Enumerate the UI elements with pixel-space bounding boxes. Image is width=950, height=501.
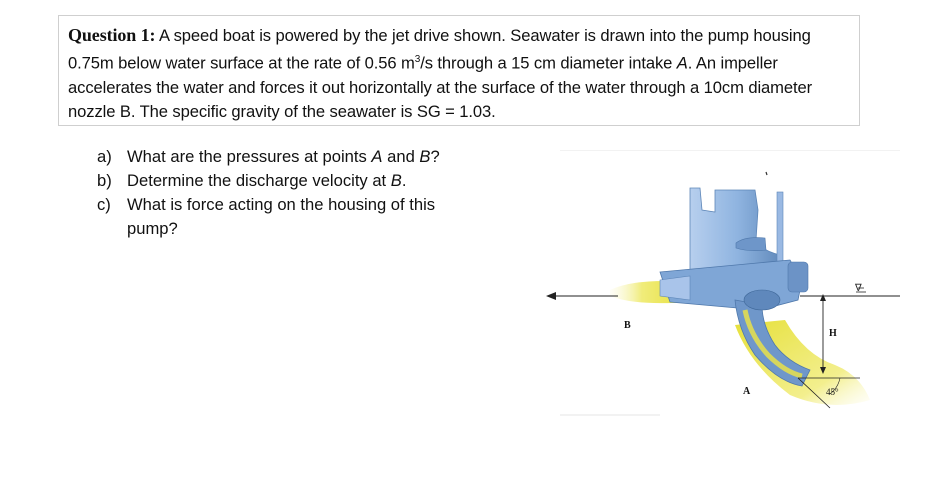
rear-cylinder [788,262,808,292]
part-a-text-1: What are the pressures at points [127,147,372,166]
question-body-1: A speed boat is powered by the jet drive shown. Seawater is drawn into the pump housing 0.75m below water surface at the rate of 0.56 m [68,26,811,73]
part-a-text-2: and [382,147,420,166]
post-tick [766,172,767,175]
part-b-point-b: B [390,171,402,190]
question-intake-point: A [676,53,688,73]
label-b: B [624,320,631,331]
part-a-text-3: ? [430,147,440,166]
part-b [97,169,477,193]
part-a-point-b: B [419,147,431,166]
part-c [97,193,477,241]
discharge-arrow-head [546,292,556,300]
part-c-text-1: What is force acting on the housing of this pump? [127,195,436,238]
h-arrow-top [820,294,826,301]
question-box [58,15,860,126]
part-a-letter: a) [97,147,112,166]
question-body-3: . An impeller accelerates the water and forces it out horizontally at the surface of the water through a 10cm diameter nozzle B. The specific gravity of the seawater is SG = 1.03. [68,53,813,121]
question-label: Question 1: [68,25,156,45]
question-parts-list [97,145,477,241]
part-b-text-1: Determine the discharge velocity at [127,171,391,190]
part-a [97,145,477,169]
part-b-letter: b) [97,171,112,190]
label-a: A [743,386,751,397]
question-exponent: 3 [414,54,421,65]
part-b-text-2: . [401,171,407,190]
label-h: H [829,328,837,339]
impeller [744,290,780,310]
part-c-letter: c) [97,195,111,214]
question-body-2: /s through a 15 cm diameter intake [420,53,677,73]
jet-drive-figure [540,150,910,430]
water-level-symbol: ∇ [855,283,862,294]
question-statement [68,23,853,124]
label-angle: 45° [826,387,839,397]
part-a-point-a: A [371,147,383,166]
nozzle-b [660,276,690,300]
